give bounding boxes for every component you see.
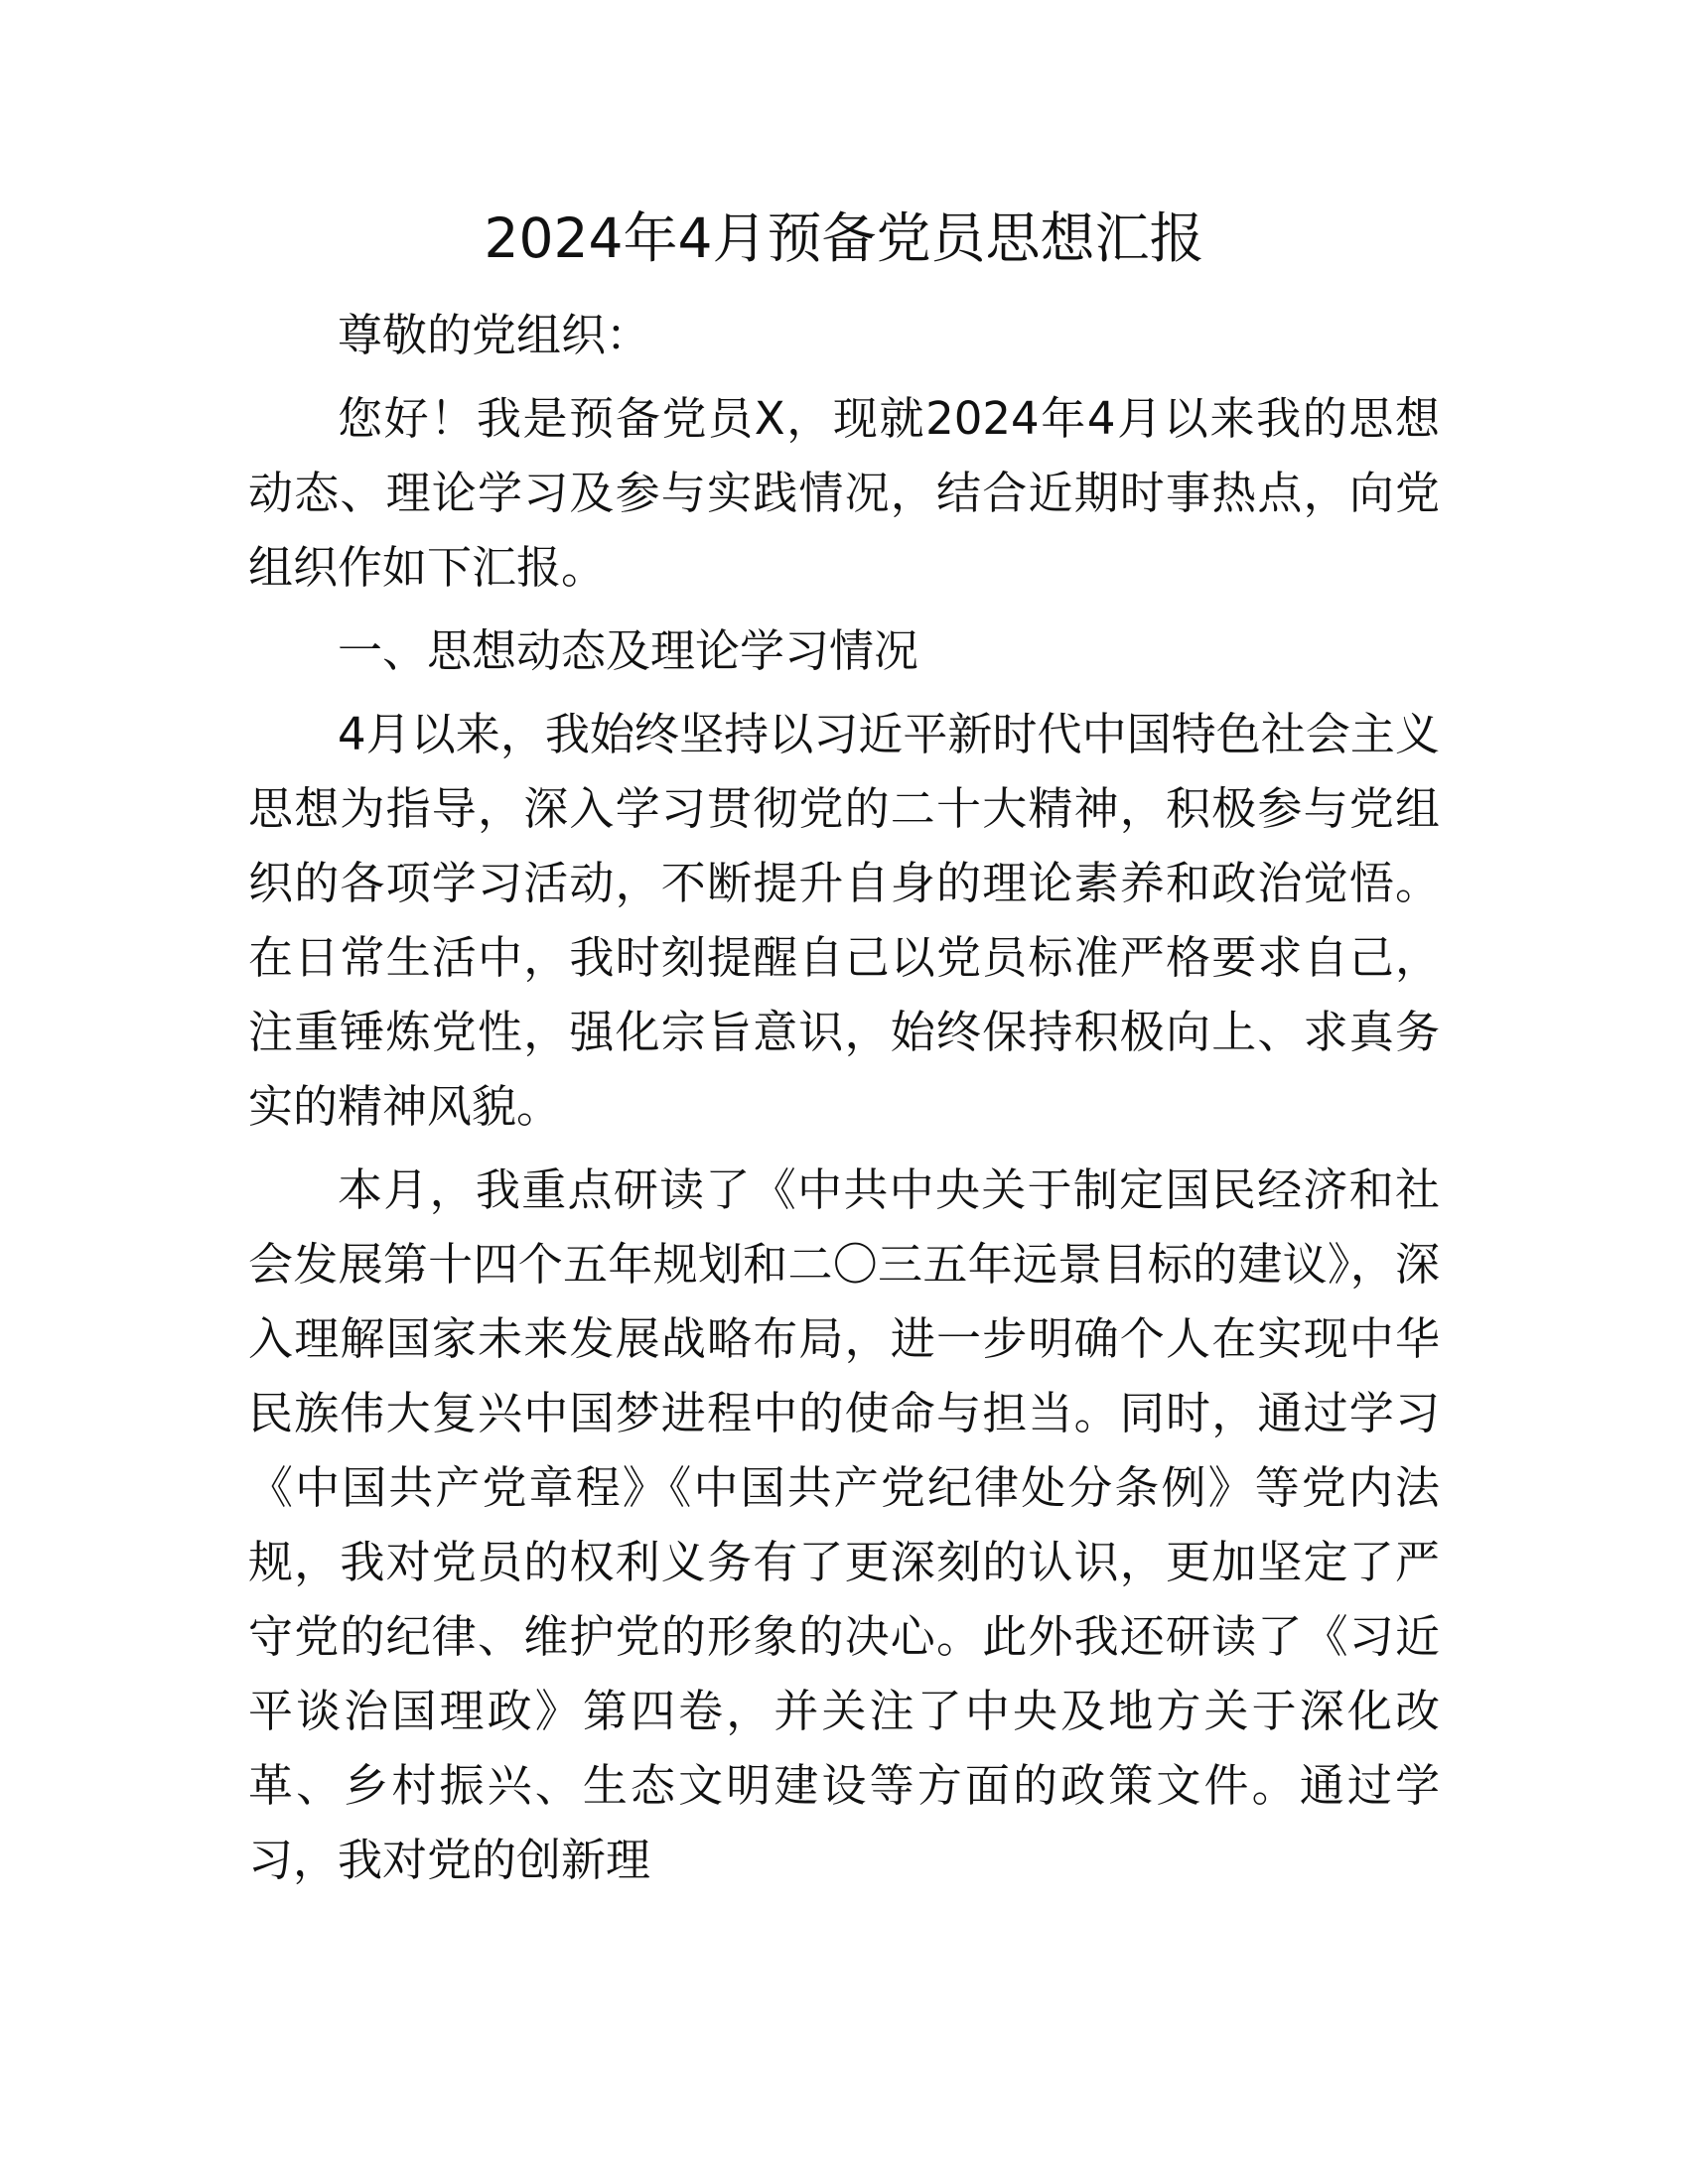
paragraph-thought-status: 4月以来，我始终坚持以习近平新时代中国特色社会主义思想为指导，深入学习贯彻党的二十大精神，积极参与党组织的各项学习活动，不断提升自身的理论素养和政治觉悟。在日常生活中，我时刻提醒自己以党员标准严格要求自己，注重锤炼党性，强化宗旨意识，始终保持积极向上、求真务实的精神风貌。	[248, 708, 1440, 1133]
paragraph-greeting: 您好！我是预备党员X，现就2024年4月以来我的思想动态、理论学习及参与实践情况，结合近期时事热点，向党组织作如下汇报。	[248, 392, 1440, 594]
salutation: 尊敬的党组织：	[338, 309, 651, 361]
paragraph-study: 本月，我重点研读了《中共中央关于制定国民经济和社会发展第十四个五年规划和二〇三五年远景目标的建议》，深入理解国家未来发展战略布局，进一步明确个人在实现中华民族伟大复兴中国梦进程中的使命与担当。同时，通过学习《中国共产党章程》《中国共产党纪律处分条例》等党内法规，我对党员的权利义务有了更深刻的认识，更加坚定了严守党的纪律、维护党的形象的决心。此外我还研读了《习近平谈治国理政》第四卷，并关注了中央及地方关于深化改革、乡村振兴、生态文明建设等方面的政策文件。通过学习，我对党的创新理	[248, 1163, 1440, 1886]
document-title: 2024年4月预备党员思想汇报	[484, 206, 1204, 270]
section-heading-1: 一、思想动态及理论学习情况	[338, 624, 919, 677]
document-body	[248, 298, 1440, 1906]
